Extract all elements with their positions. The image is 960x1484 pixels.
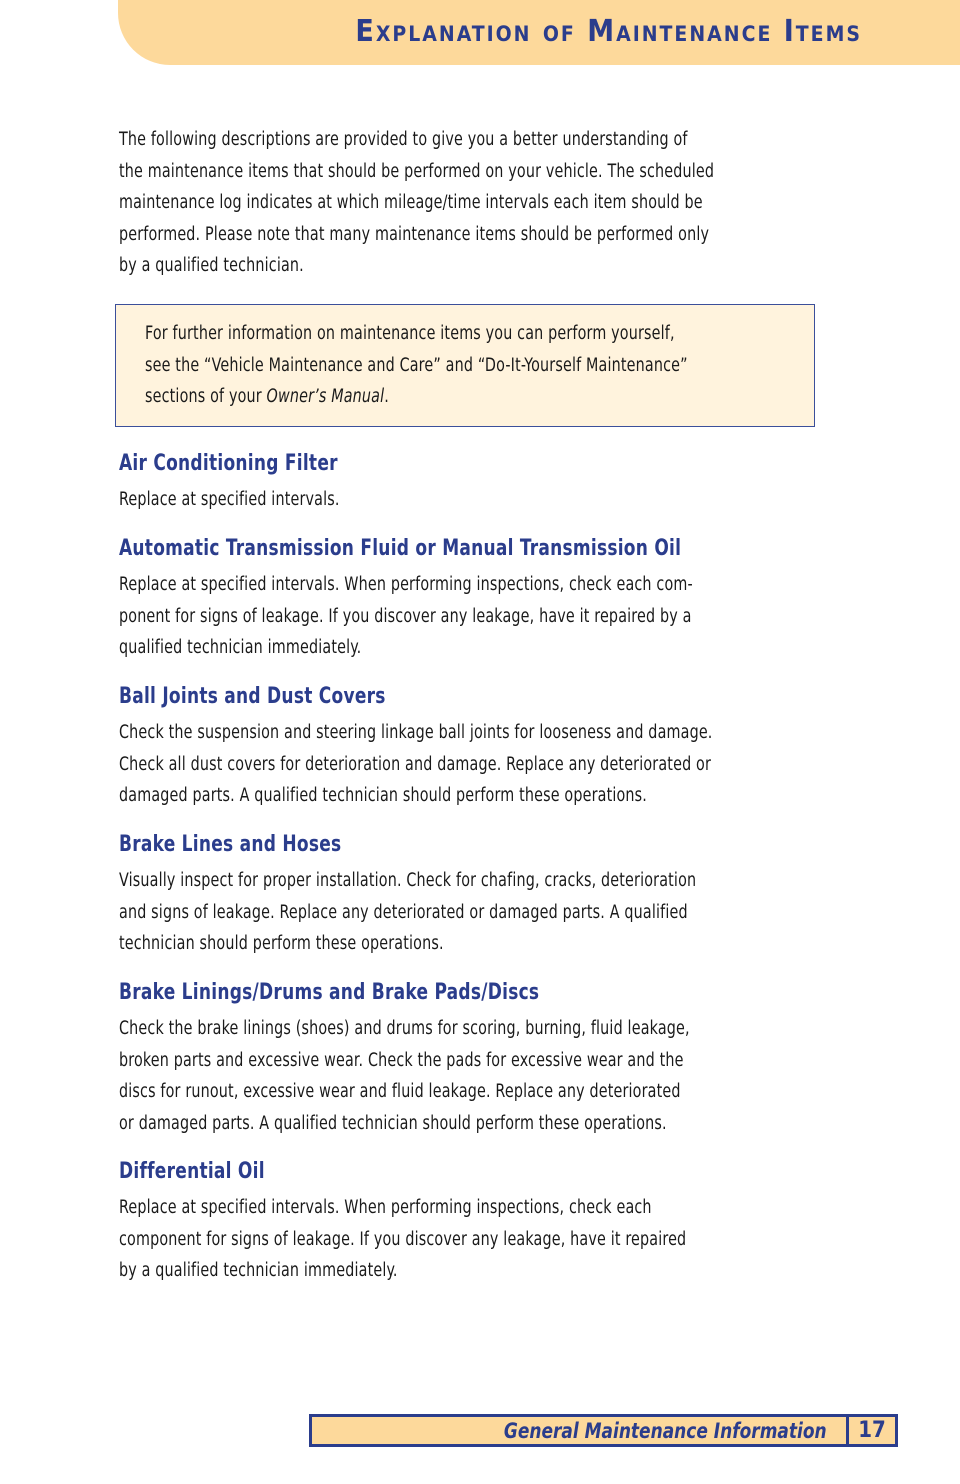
section-line: technician should perform these operations. bbox=[119, 933, 444, 954]
page-title: Explanation of Maintenance Items bbox=[355, 14, 862, 49]
section-title: Air Conditioning Filter bbox=[119, 451, 338, 476]
intro-line: by a qualified technician. bbox=[119, 255, 304, 276]
section-line: qualified technician immediately. bbox=[119, 637, 362, 658]
section-title: Ball Joints and Dust Covers bbox=[119, 684, 386, 709]
section-line: Visually inspect for proper installation. Check for chafing, cracks, deterioration bbox=[119, 870, 697, 891]
section-line: or damaged parts. A qualified technician should perform these operations. bbox=[119, 1112, 667, 1134]
section-title: Automatic Transmission Fluid or Manual Transmission Oil bbox=[119, 536, 682, 561]
section-line: Check the brake linings (shoes) and drums for scoring, burning, fluid leakage, bbox=[119, 1018, 690, 1039]
section-title: Differential Oil bbox=[119, 1159, 265, 1184]
section-air-conditioning-filter bbox=[119, 451, 932, 516]
intro-line: performed. Please note that many maintenance items should be performed only bbox=[119, 223, 710, 245]
note-line: see the “Vehicle Maintenance and Care” and “Do-It-Yourself Maintenance” bbox=[145, 354, 688, 376]
section-line: and signs of leakage. Replace any deteriorated or damaged parts. A qualified bbox=[119, 901, 688, 923]
intro-line: The following descriptions are provided to give you a better understanding of bbox=[119, 129, 688, 150]
section-line: discs for runout, excessive wear and fluid leakage. Replace any deteriorated bbox=[119, 1081, 681, 1102]
header-band bbox=[118, 0, 960, 65]
section-line: Check the suspension and steering linkage ball joints for looseness and damage. bbox=[119, 722, 713, 743]
note-text-suffix: . bbox=[384, 386, 389, 407]
note-text-prefix: sections of your bbox=[145, 386, 267, 407]
section-line: Replace at specified intervals. When performing inspections, check each com- bbox=[119, 574, 693, 595]
section-brake-lines bbox=[119, 832, 932, 960]
section-line: component for signs of leakage. If you discover any leakage, have it repaired bbox=[119, 1228, 687, 1250]
section-brake-linings bbox=[119, 980, 932, 1139]
owners-manual-reference: Owner’s Manual bbox=[266, 386, 385, 407]
intro-line: the maintenance items that should be performed on your vehicle. The scheduled bbox=[119, 160, 715, 182]
note-text bbox=[145, 318, 781, 413]
section-line: by a qualified technician immediately. bbox=[119, 1260, 398, 1281]
footer-section-label: General Maintenance Information bbox=[504, 1419, 827, 1443]
section-line: Replace at specified intervals. bbox=[119, 489, 340, 510]
footer-bar bbox=[309, 1414, 898, 1447]
page-number: 17 bbox=[846, 1417, 895, 1444]
info-note-box bbox=[115, 304, 815, 427]
section-line: ponent for signs of leakage. If you discover any leakage, have it repaired by a bbox=[119, 605, 692, 627]
section-line: Check all dust covers for deterioration and damage. Replace any deteriorated or bbox=[119, 753, 712, 775]
section-line: broken parts and excessive wear. Check the pads for excessive wear and the bbox=[119, 1049, 684, 1071]
note-line: For further information on maintenance items you can perform yourself, bbox=[145, 323, 675, 344]
section-differential-oil bbox=[119, 1159, 932, 1287]
note-line bbox=[145, 381, 781, 413]
section-transmission-fluid bbox=[119, 536, 932, 664]
intro-paragraph bbox=[119, 124, 819, 282]
section-ball-joints bbox=[119, 684, 932, 812]
section-line: Replace at specified intervals. When performing inspections, check each bbox=[119, 1197, 652, 1218]
section-line: damaged parts. A qualified technician should perform these operations. bbox=[119, 785, 648, 806]
intro-line: maintenance log indicates at which mileage/time intervals each item should be bbox=[119, 192, 703, 213]
section-title: Brake Linings/Drums and Brake Pads/Discs bbox=[119, 980, 540, 1005]
section-title: Brake Lines and Hoses bbox=[119, 832, 342, 857]
